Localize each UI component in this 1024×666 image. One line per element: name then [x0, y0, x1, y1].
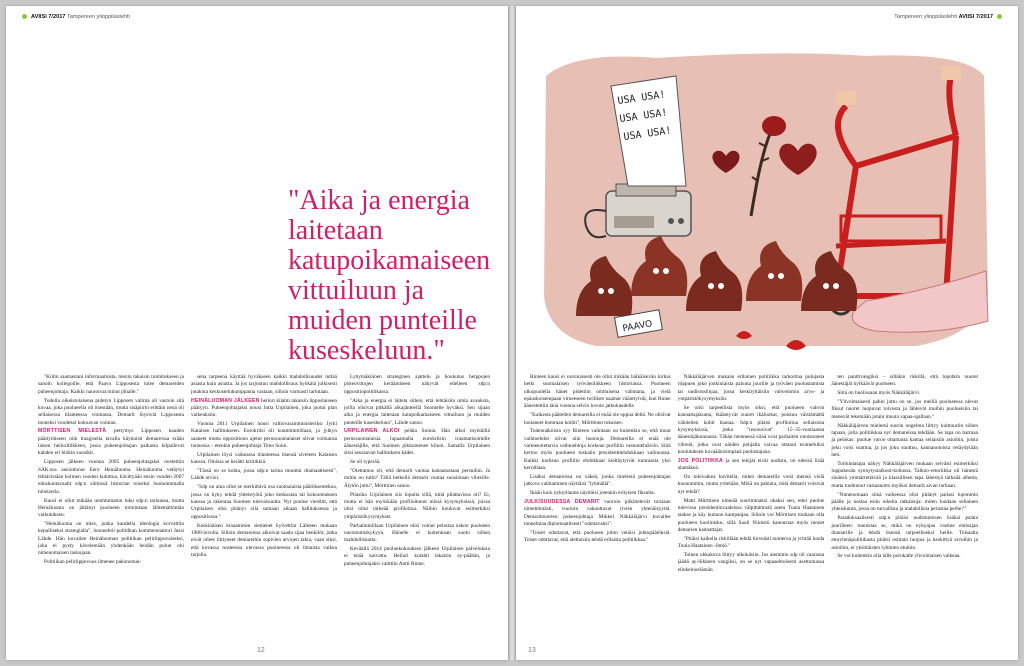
paragraph-text: Näkkäläjärven mukaan erilainen politiikka tarkoittaa pulujasta riippuen joko jonkinlaista paluuta juurille ja työväen puolustamista tai uudistuslinjaa, jossa keskityttäisiin vahvemmin arvo- ja ympäristökysymyksiin.: [677, 374, 825, 403]
paragraph: [191, 452, 337, 467]
paragraph: [831, 553, 978, 560]
paragraph: [831, 461, 978, 490]
magazine-title: Tampereen ylioppilaslehti: [66, 14, 130, 20]
paragraph-text: vuoroin piikittelevät toisiaan nimettömästi, vuoroin vakuuttavat rivien yhtenäisyyttä. Demaritnuorten puheenjohtaja Mikkel Näkkäläjärvi kuvailee tunnelmaa diplomaattisesti "odottavaksi".: [524, 499, 671, 528]
green-dot-icon: [22, 14, 27, 19]
paragraph: [524, 530, 671, 545]
paragraph-text: Rinteen kausi ei varsinaisesti ole ollut mikään häikäisevän kirkas hetki suomalaisen työväenliikkeen historiassa. Puolueen ulkopuolella hänet pidettiin omituisena valintana, ja vielä epäuskoisempaan virneeseen twilliset naamat väänttyivät, kun Rinne äänestettiin tänä vuonna selvin luvuin jatkokaudelle.: [524, 374, 671, 410]
paragraph-text: "Pitäisi kaikella riskillään tehdä hirveästi numeroa ja yrittää luoda Tuula Haatainen -ilmiö.": [677, 535, 825, 550]
paragraph-text: pettymys Lipposen kauden päättymiseen niin traagisella tavalla käynnisti demareissa erään laisen heilurililkkeen, jossa puheenjohtajan paikasta kilpailevat kahden eri blokin suosikit.: [38, 428, 184, 457]
paragraph-text: Urpilainen löysi vaikeassa tilanteessa itsensä siveleen Kataisen kanssa. Omissa se herätti kritiikkiä.: [191, 451, 337, 466]
paragraph-text: "Yllvoimaisesti pahin juttu on se, jos meillä puolueessa olevat fiksut nuoret luopuvat toivosta ja lähtevät muihin puolueisiin tai menevät tekemään jotain muuta vapaa-ajallaan.": [831, 399, 979, 420]
page-number: 13: [528, 647, 536, 654]
paragraph: [191, 398, 337, 420]
paragraph: [38, 374, 184, 396]
green-dot-icon: [997, 14, 1002, 19]
paragraph: [678, 498, 825, 535]
rose-icon: [762, 116, 786, 136]
paragraph: [38, 521, 184, 558]
paragraph-text: Lipposen jälkeen vuonna 2005 puheenjohtajaksi nostettiin SAK:ssa ansioitunut Eero Heinäluoma. Heinäluoma vetäytyi tehtävistään kolmen vuoden kuluttua, hävittyään ensin vuoden 2007 eduskuntavaalit sdp:n silmissä historian toiseksi huonoimmalla tuloksella.: [38, 459, 184, 495]
paragraph-text: "Toiset odottavat, että puolueen johto vetäisi johtopäätöksiä. Toiset odottavat, että alettaisiin tehdä erilaista politiikkaa.": [524, 529, 671, 544]
paragraph-text: "Heinäluoma on mies, jonka kaudella ideologia korvattiin kepulliseksi strategialla", luonnehtii politiikan kommentaattori Jussi Lähde. Hän kuvailee Heinäluoman politiikan peliriippuvaiseksi, joka ei pysty kävelemään yhdenkään heidän polun ohi nimenomaisen taskujaan.: [38, 521, 184, 557]
text-column-2: [678, 374, 825, 639]
paragraph-text: heiluri kilahti takaisin lipposlaiseen päätyyn. Puheenjohtajaksi nousi Jutta Urpilainen, joka juotui plan vaikeuksiin.: [191, 397, 337, 419]
paragraph-text: sena tarpeena käyttää hyväkseen kaikki mahdollisuudet inttää asiasta kuin asiasta. Ja jos tarjoutuu mahdollisuus hyökätä julkisesti jotakuta keskustelukumppania vastaan, silloin varmasti tartutaan.: [191, 374, 337, 395]
paragraph: [38, 498, 184, 520]
paragraph: [831, 423, 978, 460]
text-column-3: [831, 374, 978, 639]
issue-label: AVIISI 7/2017: [31, 14, 66, 20]
paragraph-text: Vuonna 2011 Urpilainen nousi valtiovarainministeriksi Jyrki Kataisen hallitukseen. Eurokriisi oli kuumimmillaan, ja jytkyn saaneet mutta oppositioon ajetut perussuomalaiset olivat voimansa tunnossa – etenkin puheenjohtaja Timo Soini.: [191, 421, 337, 450]
paragraph-text: Ikään kuin nykytilanne näyttäisi jotenkin erityisen fiksulta.: [530, 490, 655, 497]
paragraph-text: Todennäköisin syy Rinteen valintaan on kuitenkin se, että muut vaihtoehdot olivat niin huonoja. Demareilla ei enää ole varteenotettavia vaihtoehtoja korkean profiilin vastuutehtäviin. Siitä kertoo myös puolueen tuskailu presidenttiehdokkaan valinnassa. Kaikki korkean profiilin ehdokkaat kieltäytyivät kunniasta yksi kerrallaan.: [524, 428, 671, 472]
paragraph: [344, 523, 490, 545]
paragraph-lead: MÖRTTISEN MIELESTÄ: [38, 428, 107, 435]
paragraph: [831, 515, 978, 552]
paragraph: [344, 374, 490, 396]
paragraph: [344, 546, 490, 568]
paragraph-lead: HEINÄLUOMAN JÄLKEEN: [191, 397, 260, 404]
paragraph-text: "Nimenomaan siinä vaiheessa olisi pitänyt pailasi lujemmin päälle ja nostaa esiin oikeita ratkaisuja: miten luodaan sellainen yhteiskunta, jossa on turvallista ja mahdollista perustaa perhe?": [831, 491, 979, 513]
paragraph-lead: URPILAINEN ALKOI: [344, 428, 400, 435]
paragraph: [678, 552, 825, 574]
paragraph: [344, 398, 490, 427]
page-number: 12: [257, 647, 265, 654]
paragraph-text: Se oli typerää.: [350, 459, 381, 466]
paragraph: [38, 398, 184, 427]
paragraph-text: Matti Mörttinen nimeää suurimmaksi uhaksi sen, ettei puolue tulevissa presidentinvaaleissa välpittämistä asetu Tuula Haatainen taakse ja käy kunnon kampanjaa. Silloin voi Mörttisen mukaan olla puolueen kuolinisku, sillä Sauli Niinistö kannustaa myös monet demarien kannattajat.: [677, 497, 825, 533]
paragraph-text: ten panttivangiksi – silläkin riskillä, että loputkin nuoret äänestäjät hylkäävät puolueen.: [831, 374, 979, 388]
article-columns: [524, 374, 978, 639]
illustration: [536, 46, 991, 361]
paragraph: [191, 523, 337, 560]
paragraph: [678, 474, 825, 496]
paragraph-text: Parhaimmillaan Urpilainen olisi voinut pelastaa uskon puolueen uusiutumiskykyyn. Hänelle ei kuitenkaan suotu siihen mahdollisuutta.: [344, 522, 490, 544]
paragraph: [831, 399, 978, 421]
paragraph: [344, 468, 490, 490]
paragraph: [344, 492, 490, 521]
paragraph: [38, 559, 184, 566]
paragraph-text: peläta Soinia. Hän alkoi myötäillä perussuomalaisia lupaamalla eurokriisin traumatisoimille äänestäjille, että Suomen pikkumenee kiinni. Samalla Urpilainen sitoi seuraavan hallituksen kädet.: [344, 428, 490, 457]
spine-gutter: [508, 6, 516, 660]
paragraph-text: "Aika ja energia ei laiteta siihen, että tehtäisiin omia avauksia, joilla olisivat pitkällä aikajänteellä Suomelle hyväksi. Sen sijaan aika ja energia laitetaan katupoikamaiseen vittuiluun ja muiden punteille kuseskeluun", Lähde sanoo.: [344, 397, 490, 426]
paragraph: [678, 458, 825, 473]
paragraph-text: Keväällä 2014 puoluekokouksen jälkeen Urpilaisen palveluksia ei enää kaivattu. Heiluri kolahti takaisin ay-päähän, ja puheenjohtajaksi valittiin Antti Rinne.: [344, 546, 490, 567]
magazine-title: Tampereen ylioppilaslehti: [894, 14, 958, 20]
fax-text-line: USA USA!: [622, 125, 673, 143]
paragraph: [831, 492, 978, 514]
hand-icon: [836, 91, 856, 105]
issue-label: AVIISI 7/2017: [958, 14, 993, 20]
hand-icon: [941, 66, 961, 80]
paragraph: [831, 390, 978, 397]
text-column-2: [191, 374, 337, 639]
fax-text-line: USA USA!: [618, 107, 669, 125]
paragraph: [524, 499, 671, 528]
paragraph: [524, 374, 671, 411]
name-tag-text: PAAVO: [621, 319, 654, 335]
paragraph-text: "Tässä on se kohta, jossa sdp:n tarina muuttui dramaattisesti", Lähde arvioi.: [191, 468, 337, 482]
pull-quote: "Aika ja energia laitetaan katupoikamaiseen vittuiluun ja muiden punteille kuseskeluun.": [288, 185, 491, 366]
paragraph-text: "Sdp on aina ollut se merkittävä osa suomalaista päätöksentekoa, jossa on kyky tehdä yhteistyötä joko keskustan tai kokoomuksen kanssa ja rakentaa Suomen tulevaisuutta. Nyt puolue viestitti, että Urpilaisen olisi pitänyt olla samaan aikaan hallituksessa ja oppositiossa.": [191, 484, 337, 520]
paragraph: [524, 490, 671, 497]
text-column-3: [344, 374, 490, 639]
paragraph: [344, 428, 490, 457]
paragraph: [524, 428, 671, 472]
paragraph-text: Politiikan peliriippuvuus ilmenee pakonomai-: [44, 559, 142, 566]
paragraph-text: Paradoksaalisesti sdp:n pitäisi uudistumisen lisäksi palata juurilleen: tunnistaa se, mikä on nykyajan vastine entisajan duunarille ja tehdä itsensä tarpeelliseksi heille. Tolsaalta eturyhmäpolitiikasta pitäisi osittain luopua ja keskittyä arvoihin ja asioihin, ei yksittäisten ryhmien etuihin.: [831, 515, 979, 551]
paragraph-text: "Olettamus oli, että demarit vuotaa kannatustaan persuihin. Ja mihin on tultu? Tällä hetkellä demarit vuotaa suosiotaan vihreille. Älytön juttu", Mörttinen sanoo.: [344, 468, 490, 489]
paragraph-text: "Kaikesta päätellen demareilla ei enää ole oppua deltä. Ne olisivat hoitaneet homman kotiin", Mörttinen tokaisee.: [524, 412, 671, 426]
paragraph-text: Näkkäläjärven mielestä suurin ongelma liittyy kulttuuriin siihen tapaan, jolla politiikkaa nyt demareissa tehdään. Se tapa on harmaa ja pelokas: puolue varoo ottamasta kantaa sellaisiin asioihin, joista joku voisi suuttua, ja jos joku suuttuu, kannanotoista vetäydytään heti.: [831, 422, 979, 458]
paragraph: [38, 428, 184, 457]
article-columns: [38, 374, 490, 639]
paragraph: [191, 484, 337, 521]
paragraph-text: Lyhytnäköinen strateginen ajattelu ja houkutus helppojen pisteovittojen keräämiseen näkyvät edelleen sdp:n oppositiopolitiikassa.: [344, 374, 490, 395]
paragraph: [831, 374, 978, 389]
paragraph-lead: JULKISUUDESSA DEMARIT: [524, 499, 600, 505]
paragraph: [678, 536, 825, 551]
paragraph-text: Se voi kuitenkin olla tälle porukalle ylivoimaisen vaikeaa.: [837, 553, 961, 560]
paragraph: [191, 421, 337, 450]
paragraph: [344, 459, 490, 466]
text-column-1: [38, 374, 184, 639]
paragraph: [38, 459, 184, 496]
paragraph: [678, 405, 825, 456]
paragraph-text: Pilasiko Urpilainen siis lopulta sillä, mitä pilattavissa oli? Ei, mutta ei hän myöskään profiloitunut niissä kysymyksissä, joissa olisi ollut tärkeää profiloitua. Näihin kuuluvat esimerkiksi ympäristökysymykset.: [344, 491, 490, 520]
paragraph: [678, 374, 825, 403]
paragraph-text: "Kiitin saamastani informaatiosta, menin takaisin toimitukseen ja sanoin kollegoille, että Paavo Lipposesta tulee demareiden puheenjohtaja. Kaikki nauroivat minut pihalle.": [38, 374, 184, 395]
paragraph-text: Keskinäisen kinaamisen siemenet kylvettiin Lähteen mukaan 1980-luvulla. Silloin demareissa alkoivat saada sijaa henkilöt, jotka eivät olleet liittyneet demareihin sopivien arvojen takia, vaan siksi, että kovassa nosteessa olevassa puolueessa oli ilmaista vaikea tarjolla.: [191, 522, 337, 558]
paragraph-text: On tokivaikea kuvitella, miten demareilla voisi mennä vielä huonommin, mutta yritetään. Mikä on pahinta, mitä demarit voisivat nyt tehdä?: [677, 473, 825, 495]
paragraph: [191, 374, 337, 396]
paragraph-lead: JOS POLITIIKKA: [677, 457, 724, 464]
fax-text-line: USA USA!: [616, 89, 667, 107]
paragraph-text: Toimintatapa näkyy Näkkäläjärven mukaan selvästi esimerkiksi loppukesän synnytystalkoot-kohussa. Talkoo-retoriikka oli hänestä sinänsä ymmärrettävää ja klassillisen tapa lähestyä tärkeää alhetta, mutta tuohtunut vastaanotto myöksi demarit aivan turhaan.: [831, 460, 979, 489]
running-header: [18, 14, 130, 20]
right-page: [516, 6, 1018, 660]
paragraph-text: Siitä on huolissaan myös Näkkäläjärvi.: [837, 390, 921, 397]
paragraph-text: ja sen tekijät eivät uudistu, on edessä lisää alamäkeä.: [677, 457, 825, 472]
paragraph-text: Tolnen uhkakuva liittyy ulkokäsiin. Jos aiemmin sdp oli vaarassa jäädä ay-liikkeen vangiksi, on se nyt vapaaehtoisesti asettumassa elinkeinoelämän: [677, 551, 825, 573]
paragraph: [524, 474, 671, 489]
text-column-1: [524, 374, 671, 639]
paragraph-text: Todella oikeistolaisena pidetyn Lipposen valinta oli vastoin sitä kuvaa, joka puolueella oli itsestään, mutta sisäpiirin erittäin nenä oli sellaisessa tilanteessa voimassa. Demarit löysivät Lipposesta moneksi vuodeksi kokoavan voiman.: [38, 397, 184, 426]
running-header: [894, 14, 1006, 20]
left-page: [6, 6, 508, 660]
paragraph-text: Lisäksi demareissa on väkeä, jonka mielestä puheenjohtajan jatkova vaihtaminen näyttäisi "tyhmältä".: [524, 473, 671, 488]
paragraph: [191, 468, 337, 483]
paragraph-text: Se olisi tarpeellista myös siksi, että puolueen vahvin kannattajakunta, ikääntyvät suuret ikäluokat, poistuu väistämättä vähitellen kohti hautaa. Sdp:n pitäisi profiloitua sellaisissa kysymyksissä, jotka "resonoivat" 15–35-vuotiaassa äänestäjäkunnassa. Tähän mennessä siinä ovat parhaiten onnistuneet vihreät, jotka ovat näiden pohjalta vaivaa ottanut esimerkiksi koulutuksen kovaäänisimpänä puolustajana.: [677, 404, 825, 455]
paragraph: [524, 412, 671, 427]
paragraph-text: Kausi ei ollut mikään unohtumaton luku sdp:n tarinassa, mutta Heinäluoma on jättänyt puolueen toimintaan lähtemättömän vaikutuksen.: [38, 497, 184, 519]
